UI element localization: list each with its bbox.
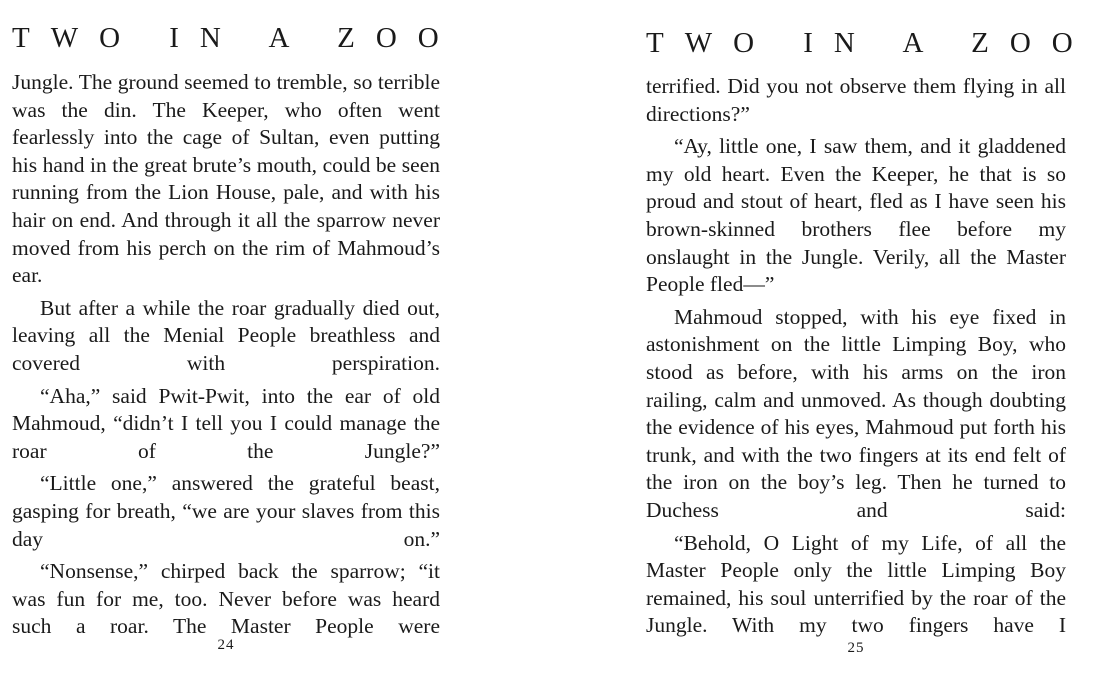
- paragraph: “Aha,” said Pwit-Pwit, into the ear of old Mahmoud, “didn’t I tell you I could manage the roar of the Jungle?”: [12, 383, 440, 463]
- running-head: TWO IN A ZOO: [646, 27, 1094, 59]
- paragraph: “Nonsense,” chirped back the sparrow; “it was fun for me, too. Never before was heard such a roar. The Master People were: [12, 559, 440, 639]
- body-text: [646, 73, 1066, 645]
- paragraph: terrified. Did you not observe them flying in all directions?”: [646, 74, 1066, 126]
- running-head: TWO IN A ZOO: [12, 22, 460, 54]
- paragraph: But after a while the roar gradually died out, leaving all the Menial People breathless and covered with perspiration.: [12, 295, 440, 375]
- left-page: [12, 0, 460, 679]
- body-text: [12, 69, 440, 646]
- paragraph: Mahmoud stopped, with his eye fixed in astonishment on the little Limping Boy, who stood as before, with his arms on the iron railing, calm and unmoved. As though doubting the evidence of his eyes, Mahmoud put forth his trunk, and with the two fingers at its end felt of the iron on the boy’s leg. Then he turned to Duchess and said:: [646, 304, 1066, 522]
- paragraph: “Ay, little one, I saw them, and it gladdened my old heart. Even the Keeper, he that is so proud and stout of heart, fled as I have seen his brown-skinned brothers flee before my onslaught in the Jungle. Verily, all the Master People fled—”: [646, 134, 1066, 297]
- page-number: 24: [217, 637, 235, 653]
- paragraph: “Behold, O Light of my Life, of all the Master People only the little Limping Boy remained, his soul unterrified by the roar of the Jungle. With my two fingers have I: [646, 530, 1066, 638]
- paragraph: Jungle. The ground seemed to tremble, so terrible was the din. The Keeper, who often went fearlessly into the cage of Sultan, even putting his hand in the great brute’s mouth, could be seen running from the Lion House, pale, and with his hair on end. And through it all the sparrow never moved from his perch on the rim of Mahmoud’s ear.: [12, 70, 440, 288]
- paragraph: “Little one,” answered the grateful beast, gasping for breath, “we are your slaves from this day on.”: [12, 471, 440, 551]
- right-page: [646, 0, 1094, 679]
- page-number: 25: [847, 640, 865, 656]
